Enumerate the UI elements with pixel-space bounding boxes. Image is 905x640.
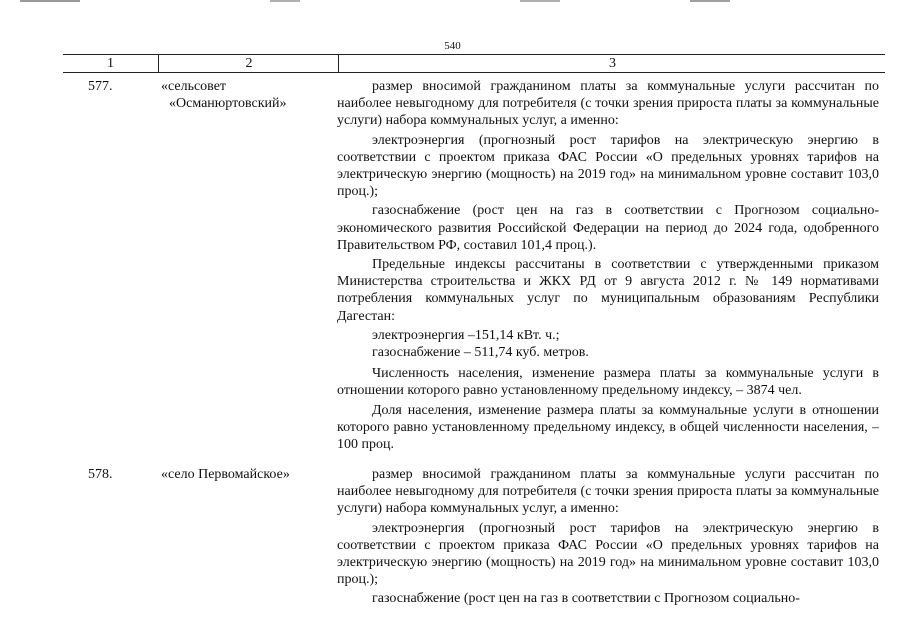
paragraph-electricity: электроэнергия (прогнозный рост тарифов на электрическую энергию в соответствии с проектом приказа ФАС России «О предельных уровнях тарифов на электрическую энергию (мощность) на 2019 год» на минимальном уровне составит 103,0 проц.); [337, 132, 879, 200]
paragraph-tariff-basis: размер вносимой гражданином платы за коммунальные услуги рассчитан по наиболее невыгодному для потребителя (с точки зрения прироста платы за коммунальные услуги) набора коммунальных услуг, а именно: [337, 467, 879, 517]
table-header-row [63, 54, 885, 73]
row-description [337, 466, 879, 610]
municipality-name-line-1: «село Первомайское» [161, 467, 290, 482]
row-description [337, 78, 879, 455]
municipality-name [161, 78, 336, 112]
paragraph-electricity: электроэнергия (прогнозный рост тарифов на электрическую энергию в соответствии с проектом приказа ФАС России «О предельных уровнях тарифов на электрическую энергию (мощность) на 2019 год» на минимальном уровне составит 103,0 проц.); [337, 520, 879, 588]
municipality-name-line-1: «сельсовет [161, 79, 227, 94]
paragraph-tariff-basis: размер вносимой гражданином платы за коммунальные услуги рассчитан по наиболее невыгодному для потребителя (с точки зрения прироста платы за коммунальные услуги) набора коммунальных услуг, а именно: [337, 79, 879, 129]
norm-gas: газоснабжение – 511,74 куб. метров. [372, 345, 589, 361]
header-col-2: 2 [158, 55, 339, 72]
row-number: 577. [88, 79, 113, 94]
paragraph-norms: Предельные индексы рассчитаны в соответствии с утвержденными приказом Министерства строительства и ЖКХ РД от 9 августа 2012 г. № 149 нормативами потребления коммунальных услуг по муниципальным образованиям Республики Дагестан: [337, 257, 879, 324]
row-number: 578. [88, 467, 113, 482]
municipality-name [161, 466, 336, 483]
page-number: 540 [444, 40, 461, 52]
paragraph-gas: газоснабжение (рост цен на газ в соответствии с Прогнозом социально- [372, 591, 800, 607]
norm-electricity: электроэнергия –151,14 кВт. ч.; [372, 327, 560, 343]
header-col-3: 3 [338, 55, 886, 72]
scan-edge-artifact [0, 0, 905, 2]
header-col-1: 1 [107, 56, 114, 71]
paragraph-gas: газоснабжение (рост цен на газ в соответствии с Прогнозом социально-экономического развития Российской Федерации на период до 2024 года, одобренного Правительством РФ, составил 101,4 проц.). [337, 203, 879, 253]
municipality-name-line-2: «Османюртовский» [169, 96, 287, 112]
paragraph-population-share: Доля населения, изменение размера платы за коммунальные услуги в отношении которого равно установленному предельному индексу, в общей численности населения, – 100 проц. [337, 402, 879, 453]
paragraph-population: Численность населения, изменение размера платы за коммунальные услуги в отношении которого равно установленному предельному индексу, – 3874 чел. [337, 366, 879, 399]
